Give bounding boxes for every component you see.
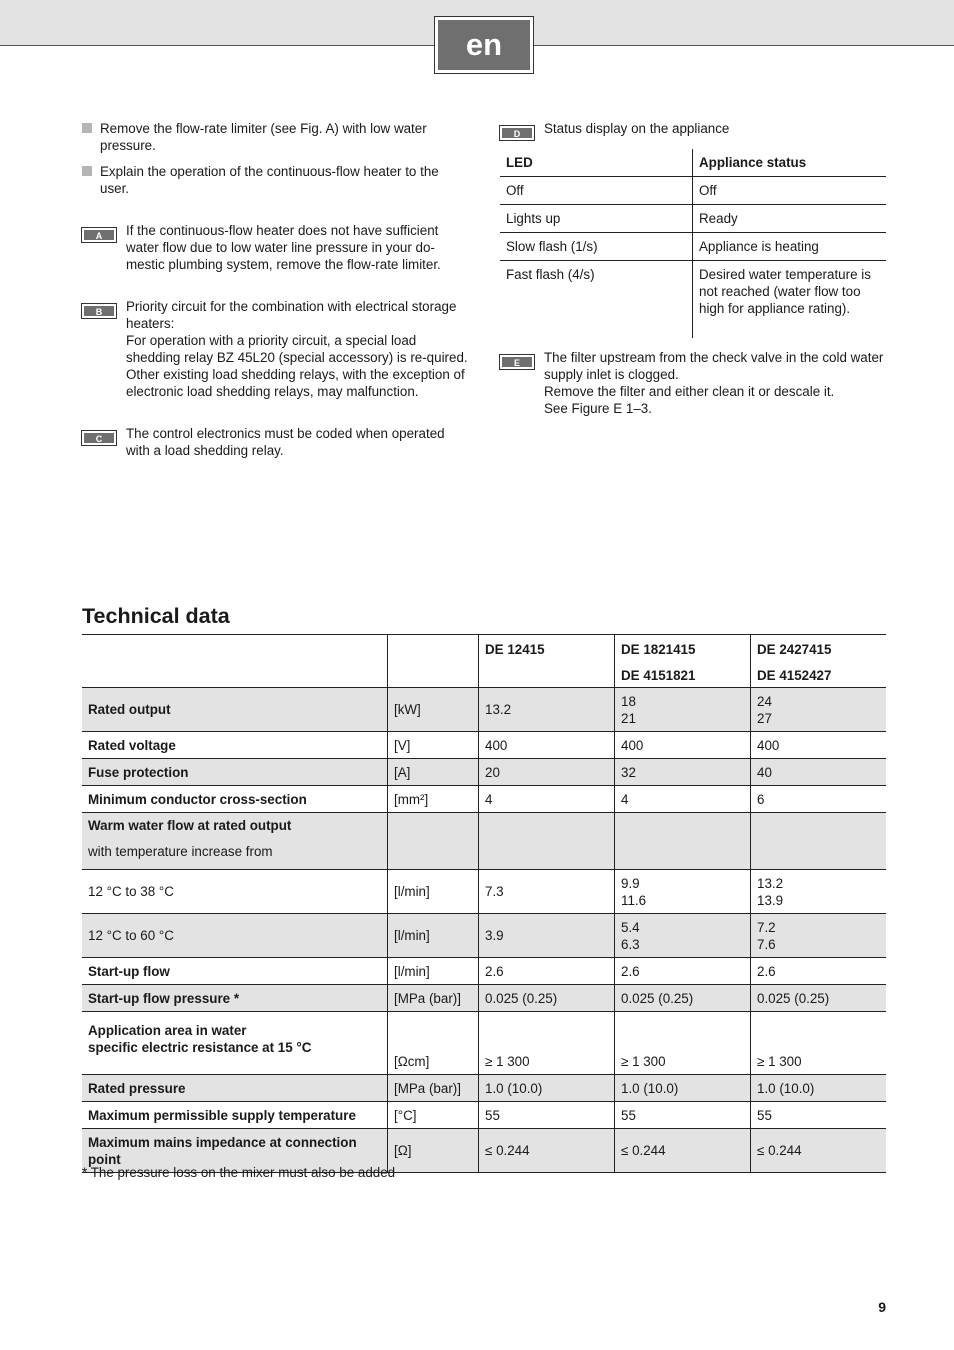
status-table-header [500,149,886,177]
bullet-text: Remove the flow-rate limiter (see Fig. A) with low water pressure. [100,121,427,153]
row-value: ≥ 1 300 [479,1012,615,1075]
row-value [615,688,751,732]
table-row [500,233,886,261]
table-row [82,759,886,786]
status-led-cell: Lights up [500,205,693,233]
row-value: 1.0 (10.0) [751,1075,887,1102]
row-label [82,813,388,870]
section-title: Technical data [82,604,230,628]
note-e-line2: Remove the filter and either clean it or descale it. [544,384,835,399]
row-label-line: Application area in water [88,1023,247,1038]
status-value-cell: Appliance is heating [693,233,887,261]
row-value: 6 [751,786,887,813]
empty-cell [615,813,751,870]
table-row [82,985,886,1012]
bullet-square-icon [82,123,92,133]
row-unit: [kW] [388,688,479,732]
row-value: 400 [615,732,751,759]
bullet-item [82,120,467,154]
row-label [82,1012,388,1075]
note-e-line1: The filter upstream from the check valve in the cold water supply inlet is clogged. [544,350,884,382]
row-value: 55 [751,1102,887,1129]
table-row [500,205,886,233]
note-e-badge: E [499,354,535,370]
footnote: * The pressure loss on the mixer must also be added [82,1165,396,1180]
row-unit: [l/min] [388,958,479,985]
row-value [751,870,887,914]
value-line: 11.6 [621,892,647,908]
bullet-text: Explain the operation of the continuous-flow heater to the user. [100,164,439,196]
bullet-item [82,163,452,197]
value-line: 13.9 [757,892,784,908]
row-unit: [MPa (bar)] [388,985,479,1012]
row-value: 55 [479,1102,615,1129]
table-row [82,732,886,759]
value-line: 5.4 [621,919,640,935]
row-label-sub: with temperature increase from [88,844,273,859]
value-line: 24 [757,693,772,709]
row-unit: [Ω] [388,1129,479,1173]
table-row [82,786,886,813]
row-label: Start-up flow pressure * [82,985,388,1012]
row-unit: [A] [388,759,479,786]
status-table [500,149,886,338]
empty-cell [751,813,887,870]
value-line: 21 [621,710,636,726]
status-value-cell: Ready [693,205,887,233]
row-value [615,914,751,958]
row-value: ≤ 0.244 [751,1129,887,1173]
row-value: 0.025 (0.25) [615,985,751,1012]
table-row [82,1012,886,1075]
row-value: ≤ 0.244 [615,1129,751,1173]
row-value: 4 [615,786,751,813]
row-unit: [l/min] [388,914,479,958]
note-b-line1: Priority circuit for the combination with electrical storage heaters: [126,299,457,331]
row-value: 400 [751,732,887,759]
status-value-cell: Off [693,177,887,205]
row-unit: [MPa (bar)] [388,1075,479,1102]
table-row [82,1075,886,1102]
row-label: Rated voltage [82,732,388,759]
row-label: Rated output [82,688,388,732]
note-b-line2: For operation with a priority circuit, a special load shedding relay BZ 45L20 (special accessory) is re-quired. Other existing load shedding relays, with the exception of electronic load shedding relays, may malfunction. [126,333,468,399]
status-led-cell: Slow flash (1/s) [500,233,693,261]
table-row [82,870,886,914]
row-value: 13.2 [479,688,615,732]
note-a-text: If the continuous-flow heater does not have sufficient water flow due to low water line pressure in your do-mestic plumbing system, remove the flow-rate limiter. [126,223,441,272]
row-value: 20 [479,759,615,786]
row-value: 400 [479,732,615,759]
model-name: DE 4151821 [621,668,696,683]
empty-cell [388,635,479,688]
table-row [500,177,886,205]
row-value [751,688,887,732]
row-value: 40 [751,759,887,786]
row-label: 12 °C to 60 °C [82,914,388,958]
row-value: 1.0 (10.0) [479,1075,615,1102]
row-value: 4 [479,786,615,813]
row-label: Maximum mains impedance at connection point [82,1129,388,1173]
value-line: 7.2 [757,919,776,935]
model-name: DE 1821415 [621,642,696,657]
row-label: Maximum permissible supply temperature [82,1102,388,1129]
model-header: DE 12415 [479,635,615,688]
note-b-badge: B [81,303,117,319]
value-line: 6.3 [621,936,640,952]
model-name: DE 2427415 [757,642,832,657]
row-unit: [Ωcm] [388,1012,479,1075]
note-d-text: Status display on the appliance [544,121,730,136]
empty-cell [388,813,479,870]
status-header-led: LED [500,149,693,177]
row-value: 32 [615,759,751,786]
row-label-title: Warm water flow at rated output [88,818,292,833]
row-value: 2.6 [615,958,751,985]
bullet-square-icon [82,166,92,176]
row-value: 3.9 [479,914,615,958]
row-value [751,914,887,958]
table-row [82,813,886,870]
note-c-badge: C [81,430,117,446]
row-value: ≤ 0.244 [479,1129,615,1173]
row-value: 2.6 [479,958,615,985]
note-b-text [126,298,468,400]
value-line: 18 [621,693,636,709]
status-header-appliance: Appliance status [693,149,887,177]
empty-cell [82,635,388,688]
row-unit: [V] [388,732,479,759]
row-value: 55 [615,1102,751,1129]
table-row [82,914,886,958]
language-code: en [438,20,530,70]
note-e-line3: See Figure E 1–3. [544,401,652,416]
row-value: 0.025 (0.25) [479,985,615,1012]
row-label: Minimum conductor cross-section [82,786,388,813]
status-led-cell: Off [500,177,693,205]
value-line: 9.9 [621,875,640,891]
row-value: 7.3 [479,870,615,914]
note-d-badge: D [499,125,535,141]
row-unit: [l/min] [388,870,479,914]
note-a-badge: A [81,227,117,243]
row-value: 1.0 (10.0) [615,1075,751,1102]
value-line: 7.6 [757,936,776,952]
row-label: Start-up flow [82,958,388,985]
status-value-cell: Desired water temperature is not reached (water flow too high for appliance rating). [699,267,871,316]
note-e-text [544,349,884,417]
row-value: ≥ 1 300 [751,1012,887,1075]
row-unit: [°C] [388,1102,479,1129]
table-row [82,688,886,732]
row-value: 2.6 [751,958,887,985]
model-name: DE 4152427 [757,668,832,683]
value-line: 13.2 [757,875,784,891]
row-label-line: specific electric resistance at 15 °C [88,1040,312,1055]
empty-cell [479,813,615,870]
row-label: 12 °C to 38 °C [82,870,388,914]
row-value: ≥ 1 300 [615,1012,751,1075]
note-c-text: The control electronics must be coded when operated with a load shedding relay. [126,426,445,458]
value-line: 27 [757,710,772,726]
page-number: 9 [878,1299,886,1315]
model-header [751,635,887,688]
table-row [82,1102,886,1129]
status-led-cell: Fast flash (4/s) [500,261,693,339]
table-row [82,635,886,688]
row-unit: [mm²] [388,786,479,813]
row-label: Rated pressure [82,1075,388,1102]
technical-data-table [82,634,886,1173]
table-row [82,958,886,985]
table-row [500,261,886,339]
model-header [615,635,751,688]
row-value [615,870,751,914]
row-value: 0.025 (0.25) [751,985,887,1012]
row-label: Fuse protection [82,759,388,786]
language-badge [434,16,534,74]
